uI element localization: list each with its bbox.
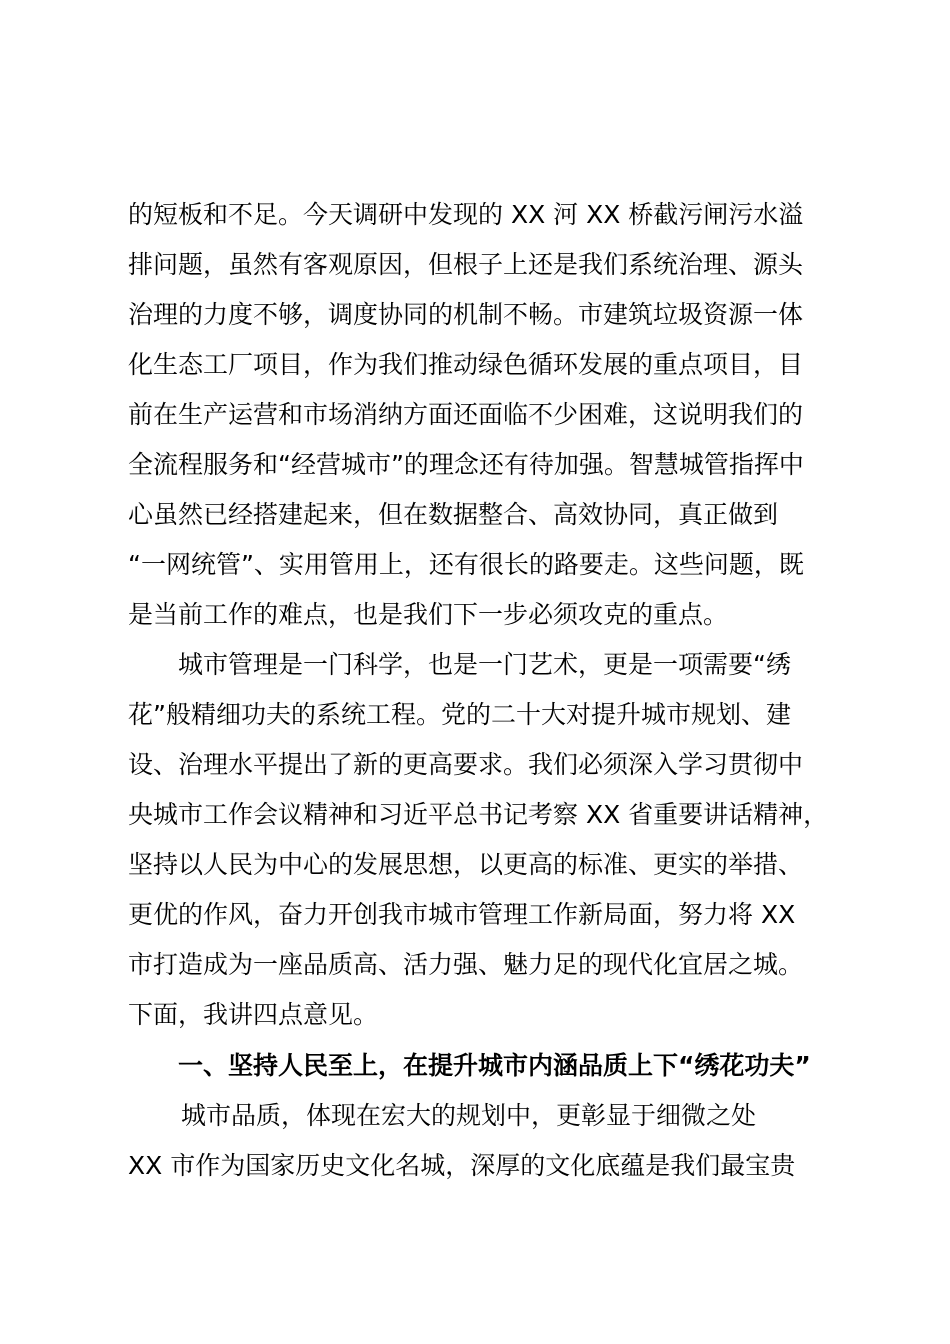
body-text-line: 的短板和不足。今天调研中发现的 XX 河 XX 桥截污闸污水溢 — [128, 200, 804, 229]
body-text-line: 坚持以人民为中心的发展思想，以更高的标准、更实的举措、 — [128, 850, 804, 879]
paragraph-first-line: 城市品质，体现在宏大的规划中，更彰显于细微之处 — [181, 1101, 757, 1130]
body-text-line: 治理的力度不够，调度协同的机制不畅。市建筑垃圾资源一体 — [128, 300, 804, 329]
body-text-line: 化生态工厂项目，作为我们推动绿色循环发展的重点项目，目 — [128, 350, 804, 379]
body-text-line: 花”般精细功夫的系统工程。党的二十大对提升城市规划、建 — [128, 700, 791, 729]
body-text-line: 设、治理水平提出了新的更高要求。我们必须深入学习贯彻中 — [128, 750, 804, 779]
section-heading: 一、坚持人民至上，在提升城市内涵品质上下“绣花功夫” — [178, 1051, 811, 1080]
body-text-line: 排问题，虽然有客观原因，但根子上还是我们系统治理、源头 — [128, 250, 804, 279]
body-text-line: 央城市工作会议精神和习近平总书记考察 XX 省重要讲话精神， — [128, 800, 829, 829]
body-text-line: 是当前工作的难点，也是我们下一步必须攻克的重点。 — [128, 600, 729, 629]
paragraph-first-line: 城市管理是一门科学，也是一门艺术，更是一项需要“绣 — [178, 650, 791, 679]
body-text-line: 更优的作风，奋力开创我市城市管理工作新局面，努力将 XX — [128, 900, 796, 929]
body-text-line: 全流程服务和“经营城市”的理念还有待加强。智慧城管指挥中 — [128, 450, 804, 479]
body-text-line: 下面，我讲四点意见。 — [128, 1000, 379, 1029]
body-text-line: XX 市作为国家历史文化名城，深厚的文化底蕴是我们最宝贵 — [128, 1151, 796, 1180]
body-text-line: 前在生产运营和市场消纳方面还面临不少困难，这说明我们的 — [128, 400, 804, 429]
body-text-line: 心虽然已经搭建起来，但在数据整合、高效协同，真正做到 — [128, 500, 779, 529]
body-text-line: “一网统管”、实用管用上，还有很长的路要走。这些问题，既 — [128, 550, 804, 579]
body-text-line: 市打造成为一座品质高、活力强、魅力足的现代化宜居之城。 — [128, 950, 804, 979]
